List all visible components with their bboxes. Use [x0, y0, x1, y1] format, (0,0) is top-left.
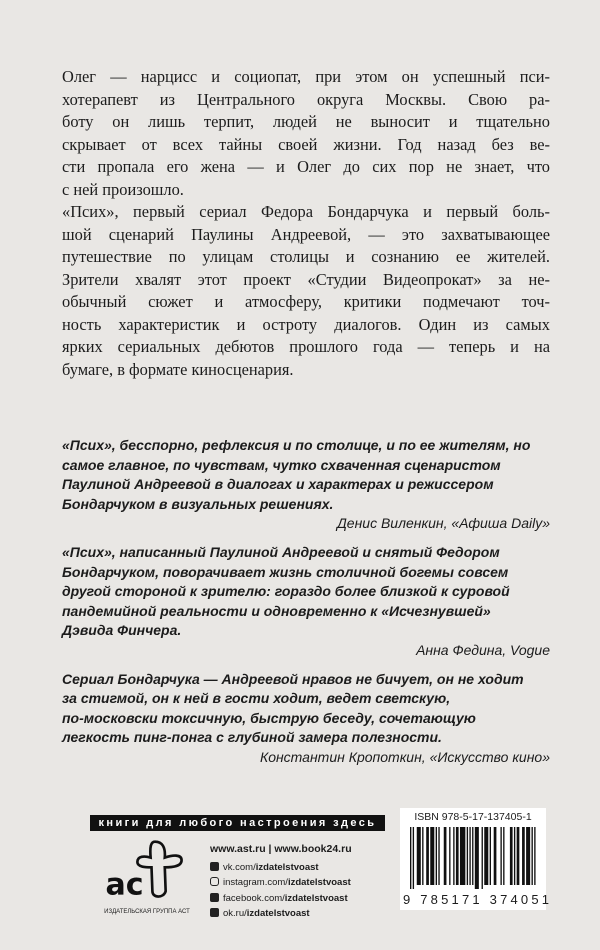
publisher-links — [210, 842, 352, 922]
quote-line: другой стороной к зрителю: гораздо более близкой к суровой — [62, 583, 510, 600]
barcode-bar — [490, 827, 491, 885]
barcode-bar — [467, 827, 468, 885]
blurb-line: с ней произошло. — [62, 179, 184, 199]
quote-text — [62, 670, 550, 748]
quote-line: Бондарчуком, поворачивает жизнь столичной богемы совсем — [62, 563, 509, 580]
isbn-barcode — [400, 808, 553, 910]
barcode-bar — [438, 827, 439, 885]
quote-author: Денис Виленкин, «Афиша Daily» — [336, 515, 550, 532]
link-handle: izdatelstvoast — [255, 861, 319, 873]
blurb-line: сти пропала его жена — и Олег до сих пор не знает, что — [62, 157, 550, 176]
barcode-bar — [469, 827, 470, 885]
barcode-bar — [449, 827, 450, 885]
barcode-bar — [426, 827, 429, 885]
blurb-line: Зрители хвалят этот проект «Студии Видеопрокат» за не- — [62, 269, 550, 289]
barcode-bar — [413, 827, 414, 889]
social-link[interactable] — [210, 875, 352, 891]
vk-icon — [210, 862, 219, 871]
blurb-line: шой сценарий Паулины Андреевой, — это захватывающее — [62, 224, 550, 244]
barcode-bar — [482, 827, 483, 889]
quote-author: Константин Кропоткин, «Искусство кино» — [259, 748, 550, 765]
link-handle: izdatelstvoast — [284, 892, 348, 904]
quote-line: легкость пинг-понга с глубиной замера полезности. — [62, 729, 442, 746]
barcode-bar — [410, 827, 411, 889]
barcode-bar — [430, 827, 434, 885]
quote-text — [62, 543, 550, 641]
barcode-bar — [510, 827, 513, 885]
blurb-line: хотерапевт из Центрального округа Москвы. Свою ра- — [62, 89, 550, 109]
barcode-bar — [514, 827, 515, 885]
barcode-bar — [534, 827, 535, 885]
social-link[interactable] — [210, 860, 352, 876]
barcode-bar — [472, 827, 473, 885]
barcode-bar — [522, 827, 525, 885]
blurb-line: ярких сериальных дебютов прошлого года — теперь и на — [62, 337, 550, 356]
barcode-bar — [532, 827, 533, 885]
blurb-line: бумаге, в формате киносценария. — [62, 359, 294, 379]
barcode-bar — [484, 827, 488, 885]
quote-line: Бондарчуком в визуальных решениях. — [62, 495, 334, 512]
blurb-text — [62, 66, 550, 381]
review-quote — [62, 670, 550, 768]
quote-author: Анна Федина, Vogue — [416, 641, 550, 658]
barcode-bar — [517, 827, 520, 885]
tagline-banner: книги для любого настроения здесь — [90, 815, 385, 831]
link-handle: izdatelstvoast — [287, 877, 351, 888]
quote-line: «Псих», бесспорно, рефлексия и по столице, и по ее жителям, но — [62, 437, 531, 453]
quote-line: по-московски токсичную, быструю беседу, сочетающую — [62, 709, 476, 726]
link-prefix: instagram.com/ — [223, 877, 288, 888]
barcode-bar — [475, 827, 479, 889]
instagram-icon — [210, 877, 219, 886]
blurb-line: скрывает от всех тайны своей жизни. Год назад без ве- — [62, 134, 550, 154]
barcode-digits: 9 785171 374051 — [403, 892, 553, 907]
barcode-bar — [422, 827, 423, 885]
social-link[interactable] — [210, 891, 352, 907]
barcode-bar — [494, 827, 497, 885]
ast-logo — [102, 838, 186, 902]
barcode-bar — [417, 827, 421, 885]
ok-icon — [210, 908, 219, 917]
link-prefix: facebook.com/ — [223, 892, 285, 904]
barcode-bar — [456, 827, 459, 885]
blurb-line: Олег — нарцисс и социопат, при этом он успешный пси- — [62, 67, 550, 86]
blurb-line: боту он лишь терпит, людей не выносит и тщательно — [62, 112, 550, 131]
quote-line: «Псих», написанный Паулиной Андреевой и снятый Федором — [62, 543, 500, 560]
quote-line: за стигмой, он к ней в гости ходит, ведет светскую, — [62, 690, 451, 707]
quote-line: Дэвида Финчера. — [62, 622, 182, 639]
link-prefix: ok.ru/ — [223, 908, 247, 919]
barcode — [410, 827, 536, 889]
social-link[interactable] — [210, 906, 352, 922]
websites[interactable]: www.ast.ru | www.book24.ru — [210, 843, 352, 855]
review-quotes — [62, 436, 550, 777]
quote-text — [62, 436, 550, 514]
link-prefix: vk.com/ — [223, 861, 256, 873]
quote-line: Паулиной Андреевой в диалогах и характерах и режиссером — [62, 476, 494, 493]
link-handle: izdatelstvoast — [246, 908, 310, 919]
quote-line: пандемийной реальности и одновременно к «Исчезнувшей» — [62, 602, 491, 619]
barcode-bar — [460, 827, 465, 885]
quote-line: Сериал Бондарчука — Андреевой нравов не бичует, он не ходит — [62, 670, 524, 687]
publisher-name: ИЗДАТЕЛЬСКАЯ ГРУППА АСТ — [104, 909, 190, 915]
barcode-bar — [436, 827, 437, 885]
barcode-bar — [453, 827, 454, 885]
review-quote — [62, 543, 550, 661]
blurb-line: путешествие по улицам столицы и сознанию ее жителей. — [62, 247, 550, 266]
barcode-bar — [526, 827, 530, 885]
barcode-bar — [503, 827, 504, 885]
svg-text:ac: ac — [105, 867, 144, 902]
blurb-line: ность характеристик и остроту диалогов. Один из самых — [62, 314, 550, 334]
quote-line: самое главное, по чувствам, чутко схваченная сценаристом — [62, 456, 501, 473]
blurb-line: обычный сюжет и атмосферу, критики подмечают точ- — [62, 292, 550, 311]
isbn-number: ISBN 978-5-17-137405-1 — [414, 811, 532, 823]
facebook-icon — [210, 893, 219, 902]
review-quote — [62, 436, 550, 534]
barcode-bar — [444, 827, 447, 885]
barcode-bar — [500, 827, 501, 885]
blurb-line: «Псих», первый сериал Федора Бондарчука и первый боль- — [62, 202, 550, 221]
